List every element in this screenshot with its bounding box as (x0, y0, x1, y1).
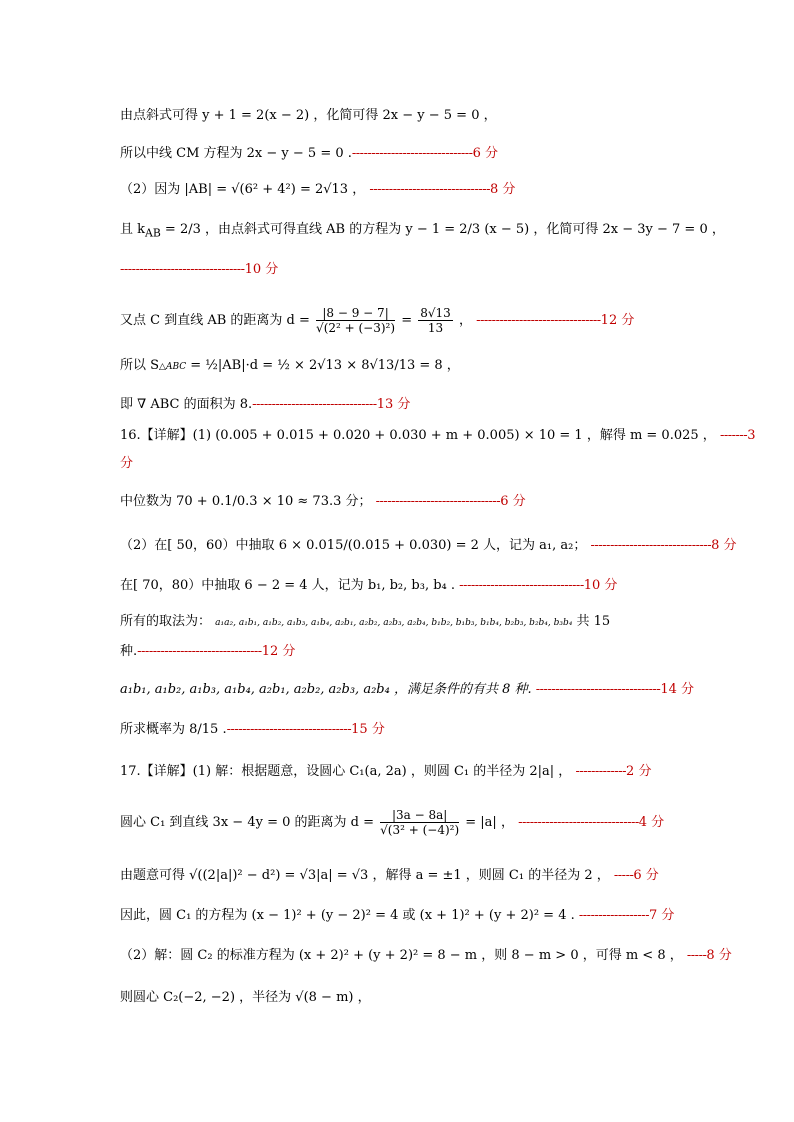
line-19 (120, 806, 680, 840)
line-7-sub: △ABC (159, 362, 187, 372)
line-7-pre: 所以 S (120, 358, 160, 373)
line-8-score: 13 分 (376, 397, 411, 412)
line-8-dash: -------------------------------- (252, 397, 377, 412)
line-16-score: 14 分 (660, 682, 695, 697)
line-14 (120, 612, 680, 633)
line-14-post: 共 15 (576, 614, 611, 629)
line-7 (120, 356, 680, 377)
line-16-text: a₁b₁, a₁b₂, a₁b₃, a₁b₄, a₂b₁, a₂b₂, a₂b₃, a₂b₄ ，满足条件的有共 8 种. (120, 682, 532, 697)
line-16 (120, 680, 695, 700)
line-6-denominator-2: 13 (427, 321, 444, 335)
line-15-score: 12 分 (261, 644, 296, 659)
line-17 (120, 720, 680, 740)
line-6-dash: -------------------------------- (476, 313, 601, 328)
line-6-fraction-distance (316, 306, 395, 335)
line-19-denominator: √(3² + (−4)²) (380, 823, 460, 837)
line-2 (120, 144, 680, 164)
line-9-dash: ------- (719, 428, 748, 443)
line-15-text: 种. (120, 644, 138, 659)
line-18 (120, 762, 680, 782)
line-19-numerator: |3a − 8a| (380, 808, 459, 823)
line-21-text: 因此，圆 C₁ 的方程为 (x − 1)² + (y − 2)² = 4 或 (x + 1)² + (y + 2)² = 4 . (120, 908, 575, 923)
line-19-dash: ------------------------------- (518, 815, 639, 830)
line-17-text: 所求概率为 8/15 . (120, 722, 227, 737)
line-21-dash: ------------------ (578, 908, 649, 923)
line-22-text: （2）解：圆 C₂ 的标准方程为 (x + 2)² + (y + 2)² = 8 − m ，则 8 − m > 0 ，可得 m < 8 ， (120, 948, 683, 963)
line-8-text: 即 ∇ ABC 的面积为 8. (120, 397, 253, 412)
line-6-numerator: |8 − 9 − 7| (316, 306, 395, 321)
line-21 (120, 906, 680, 926)
line-17-dash: -------------------------------- (226, 722, 352, 737)
line-4-text: 且 $k_{AB} = 2/3$ ，由点斜式可得直线 AB 的方程为 y − 1 = 2/3 (x − 5) ，化简可得 2x − 3y − 7 = 0 ， (120, 222, 725, 240)
line-9 (120, 426, 756, 446)
line-3-text: （2）因为 |AB| = √(6² + 4²) = 2√13 ， (120, 182, 366, 197)
line-2-score: 6 分 (472, 146, 498, 161)
line-16-dash: -------------------------------- (535, 682, 661, 697)
line-14-pre: 所有的取法为： (120, 614, 212, 629)
line-15 (120, 642, 680, 662)
line-6-mid: = (401, 313, 413, 328)
line-19-pre: 圆心 C₁ 到直线 3x − 4y = 0 的距离为 d = (120, 815, 374, 830)
line-6 (120, 304, 680, 338)
line-10-score: 分 (120, 456, 134, 471)
line-5-score: 10 分 (244, 262, 279, 277)
line-10 (120, 454, 680, 474)
line-19-post: = |a| ， (465, 815, 514, 830)
line-1-text: 由点斜式可得 y + 1 = 2(x − 2) ，化简可得 2x − y − 5 = 0 ， (120, 108, 497, 123)
line-6-score: 12 分 (600, 313, 635, 328)
line-2-text: 所以中线 CM 方程为 2x − y − 5 = 0 . (120, 146, 352, 161)
line-6-denominator: √(2² + (−3)²) (316, 321, 396, 335)
line-6-numerator-2: 8√13 (420, 306, 451, 320)
line-13-score: 10 分 (583, 578, 618, 593)
line-11-text: 中位数为 70 + 0.1/0.3 × 10 ≈ 73.3 分； (120, 494, 372, 509)
line-23-text: 则圆心 C₂(−2, −2) ，半径为 √(8 − m) ， (120, 990, 371, 1005)
line-2-dash: ------------------------------- (351, 146, 473, 161)
line-9-text: 16.【详解】(1) (0.005 + 0.015 + 0.020 + 0.030 + m + 0.005) × 10 = 1 ，解得 m = 0.025 ， (120, 428, 716, 443)
line-5 (120, 260, 680, 280)
line-12-text: （2）在[ 50，60）中抽取 6 × 0.015/(0.015 + 0.030) = 2 人，记为 a₁, a₂； (120, 538, 587, 553)
line-15-dash: -------------------------------- (137, 644, 262, 659)
line-13-text: 在[ 70，80）中抽取 6 − 2 = 4 人，记为 b₁, b₂, b₃, b₄ . (120, 578, 456, 593)
line-1 (120, 106, 680, 126)
line-14-list: a₁a₂, a₁b₁, a₁b₂, a₁b₃, a₁b₄, a₂b₁, a₂b₂, a₂b₃, a₂b₄, b₁b₂, b₁b₃, b₁b₄, b₂b₃, b₂b₄, b₃b₄ (215, 618, 573, 628)
line-3 (120, 180, 680, 200)
line-6-fraction-result (418, 306, 453, 335)
line-11 (120, 492, 680, 512)
line-12-dash: ------------------------------- (590, 538, 712, 553)
line-6-post: ， (458, 313, 472, 328)
line-19-fraction (380, 808, 459, 837)
line-22 (120, 946, 732, 966)
line-13-dash: -------------------------------- (459, 578, 584, 593)
line-4 (120, 220, 725, 244)
line-18-dash: ------------- (575, 764, 627, 779)
line-3-dash: ------------------------------- (369, 182, 491, 197)
line-20-dash: ----- (613, 868, 634, 883)
line-20 (120, 866, 680, 886)
line-12 (120, 536, 737, 556)
line-6-pre: 又点 C 到直线 AB 的距离为 d = (120, 313, 310, 328)
line-20-score: 6 分 (633, 868, 659, 883)
line-3-score: 8 分 (490, 182, 516, 197)
line-17-score: 15 分 (351, 722, 385, 737)
line-23 (120, 988, 680, 1008)
line-18-text: 17.【详解】(1) 解：根据题意，设圆心 C₁(a, 2a) ，则圆 C₁ 的半径为 2|a| ， (120, 764, 572, 779)
line-12-score: 8 分 (711, 538, 737, 553)
line-21-score: 7 分 (648, 908, 675, 923)
line-20-text: 由题意可得 √((2|a|)² − d²) = √3|a| = √3 ，解得 a = ±1 ，则圆 C₁ 的半径为 2 ， (120, 868, 610, 883)
line-11-dash: -------------------------------- (375, 494, 501, 509)
line-18-score: 2 分 (626, 764, 652, 779)
line-9-score: 3 (747, 428, 756, 443)
line-22-score: 8 分 (706, 948, 732, 963)
line-13 (120, 576, 680, 596)
line-8 (120, 395, 680, 415)
line-11-score: 6 分 (500, 494, 526, 509)
line-19-score: 4 分 (638, 815, 665, 830)
line-5-dash: -------------------------------- (120, 262, 245, 277)
line-7-eq: = ½|AB|·d = ½ × 2√13 × 8√13/13 = 8 ， (190, 358, 460, 373)
line-22-dash: ----- (686, 948, 707, 963)
